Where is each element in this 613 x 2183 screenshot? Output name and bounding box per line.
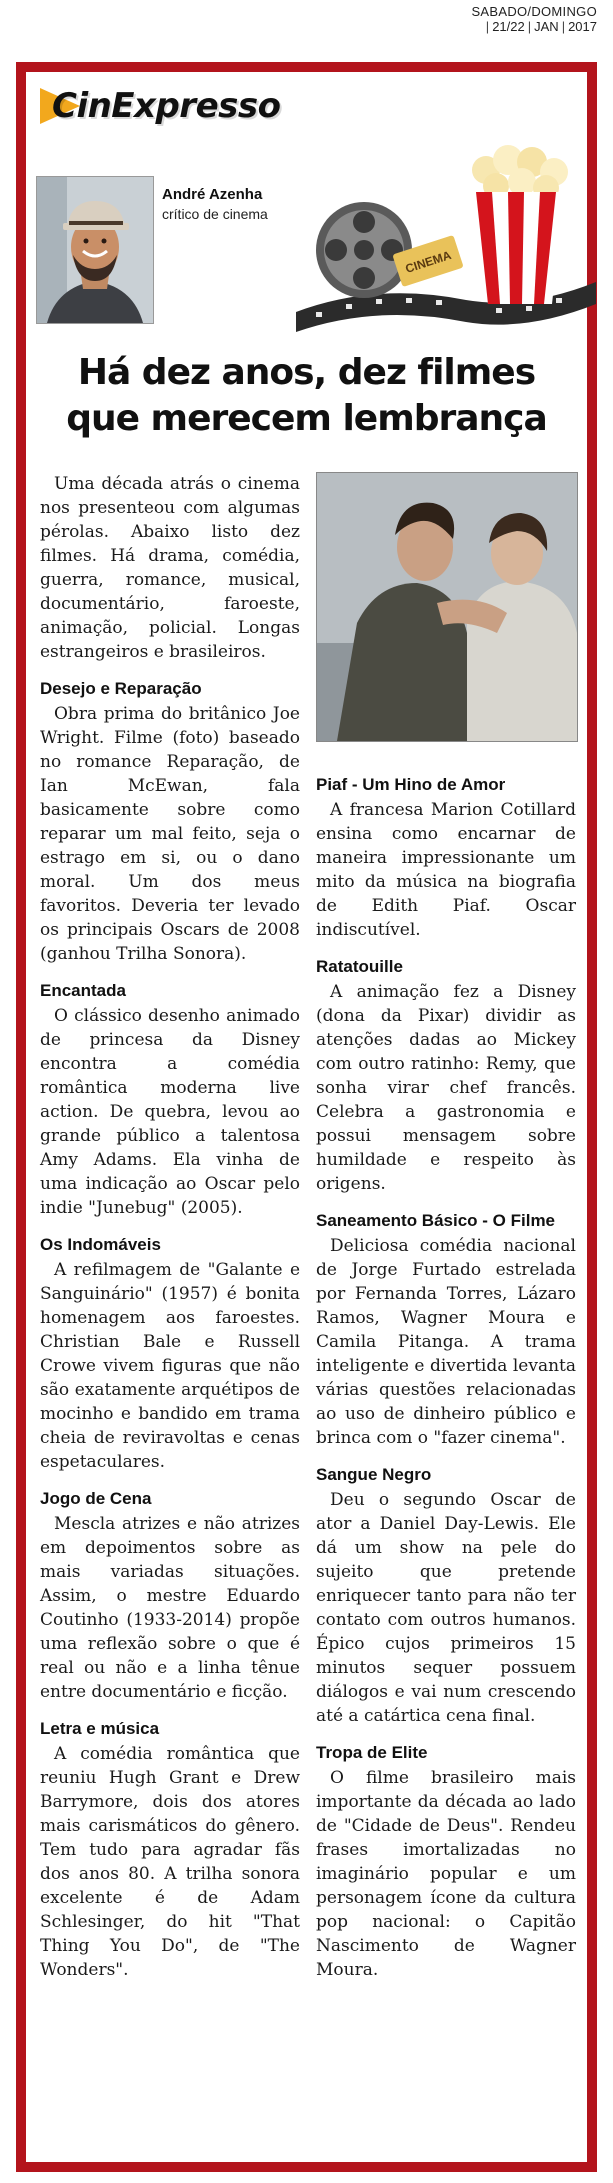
ticket-label: CINEMA — [403, 247, 453, 276]
author-role: crítico de cinema — [162, 206, 268, 222]
film-review: Obra prima do britânico Joe Wright. Filme (foto) baseado no romance Reparação, de Ian McEwan, fala basicamente sobre como reparar um mal feito, seja o estrago em si, ou o dano moral. Um dos meus favoritos. Deveria ter levado os principais Oscars de 2008 (ganhou Trilha Sonora). — [40, 704, 300, 964]
column-brand — [40, 86, 280, 126]
cinema-illustration — [296, 132, 596, 332]
film-title: Tropa de Elite — [316, 1743, 428, 1762]
headline: Há dez anos, dez filmes que merecem lembrança — [66, 352, 547, 439]
film-reel-icon — [316, 202, 412, 298]
couple-embrace-icon — [317, 473, 577, 741]
author-photo — [36, 176, 154, 324]
film-title: Os Indomáveis — [40, 1235, 161, 1254]
film-review: A refilmagem de "Galante e Sanguinário" (1957) é bonita homenagem aos faroestes. Christian Bale e Russell Crowe vivem figuras que não são exatamente arquétipos de mocinho e bandido em trama cheia de reviravoltas e cenas espetaculares. — [40, 1260, 300, 1472]
film-title: Desejo e Reparação — [40, 679, 202, 698]
film-title: Encantada — [40, 981, 126, 1000]
dateline-month: JAN — [534, 19, 559, 34]
intro-paragraph: Uma década atrás o cinema nos presenteou com algumas pérolas. Abaixo listo dez filmes. Há drama, comédia, guerra, romance, musical, documentário, faroeste, animação, policial. Longas estrangeiros e brasileiros. — [40, 474, 300, 662]
dateline — [407, 4, 597, 34]
film-review: Mescla atrizes e não atrizes em depoimentos sobre as mais variadas situações. Assim, o mestre Eduardo Coutinho (1933-2014) propõe uma reflexão sobre o que é real ou não e a linha tênue entre documentário e ficção. — [40, 1514, 300, 1702]
film-title: Letra e música — [40, 1719, 160, 1738]
brand-name: CinExpresso — [52, 86, 281, 126]
film-title: Jogo de Cena — [40, 1489, 152, 1508]
dateline-year: 2017 — [568, 19, 597, 34]
film-review: O filme brasileiro mais importante da década ao lado de "Cidade de Deus". Rendeu frases imortalizadas no imaginário popular e um personagem ícone da cultura pop nacional: o Capitão Nascimento de Wagner Moura. — [316, 1768, 576, 1980]
dateline-weekday: SABADO/DOMINGO — [471, 4, 597, 19]
author-portrait-icon — [37, 177, 153, 323]
dateline-days: 21/22 — [492, 19, 525, 34]
dateline-date: | 21/22 | JAN | 2017 — [485, 19, 597, 34]
film-review: A francesa Marion Cotillard ensina como encarnar de maneira impressionante um mito da música na biografia de Edith Piaf. Oscar indiscutível. — [316, 800, 576, 940]
film-title: Saneamento Básico - O Filme — [316, 1211, 556, 1230]
film-title: Sangue Negro — [316, 1465, 432, 1484]
film-title: Ratatouille — [316, 957, 403, 976]
film-review: Deu o segundo Oscar de ator a Daniel Day-Lewis. Ele dá um show na pele do sujeito que pretende enriquecer tanto para não ter contato com outros humanos. Épico cujos primeiros 15 minutos sequer possuem diálogos e vai num crescendo até a catártica cena final. — [316, 1490, 576, 1726]
film-review: O clássico desenho animado de princesa da Disney encontra a comédia romântica moderna live action. De quebra, levou ao grande público a talentosa Amy Adams. Ela vinha de uma indicação ao Oscar pelo indie "Junebug" (2005). — [40, 1006, 300, 1218]
left-column — [40, 472, 300, 1994]
film-title: Piaf - Um Hino de Amor — [316, 775, 506, 794]
article-frame — [16, 62, 597, 2172]
author-name: André Azenha — [162, 186, 263, 203]
film-review: Deliciosa comédia nacional de Jorge Furtado estrelada por Fernanda Torres, Lázaro Ramos, Wagner Moura e Camila Pitanga. A trama inteligente e divertida levanta várias questões relacionadas ao uso de dinheiro público e brinca com o "fazer cinema". — [316, 1236, 576, 1448]
right-column — [316, 760, 576, 1994]
film-still-photo — [316, 472, 578, 742]
film-review: A animação fez a Disney (dona da Pixar) dividir as atenções dadas ao Mickey com outro ratinho: Remy, que sonha virar chef francês. Celebra a gastronomia e possui mensagem sobre humildade e respeito às origens. — [316, 982, 576, 1194]
film-review: A comédia romântica que reuniu Hugh Grant e Drew Barrymore, dois dos atores mais carismáticos do gênero. Tem tudo para agradar fãs dos anos 80. A trilha sonora excelente é de Adam Schlesinger, do hit "That Thing You Do", de "The Wonders". — [40, 1744, 300, 1980]
popcorn-icon — [472, 145, 568, 304]
